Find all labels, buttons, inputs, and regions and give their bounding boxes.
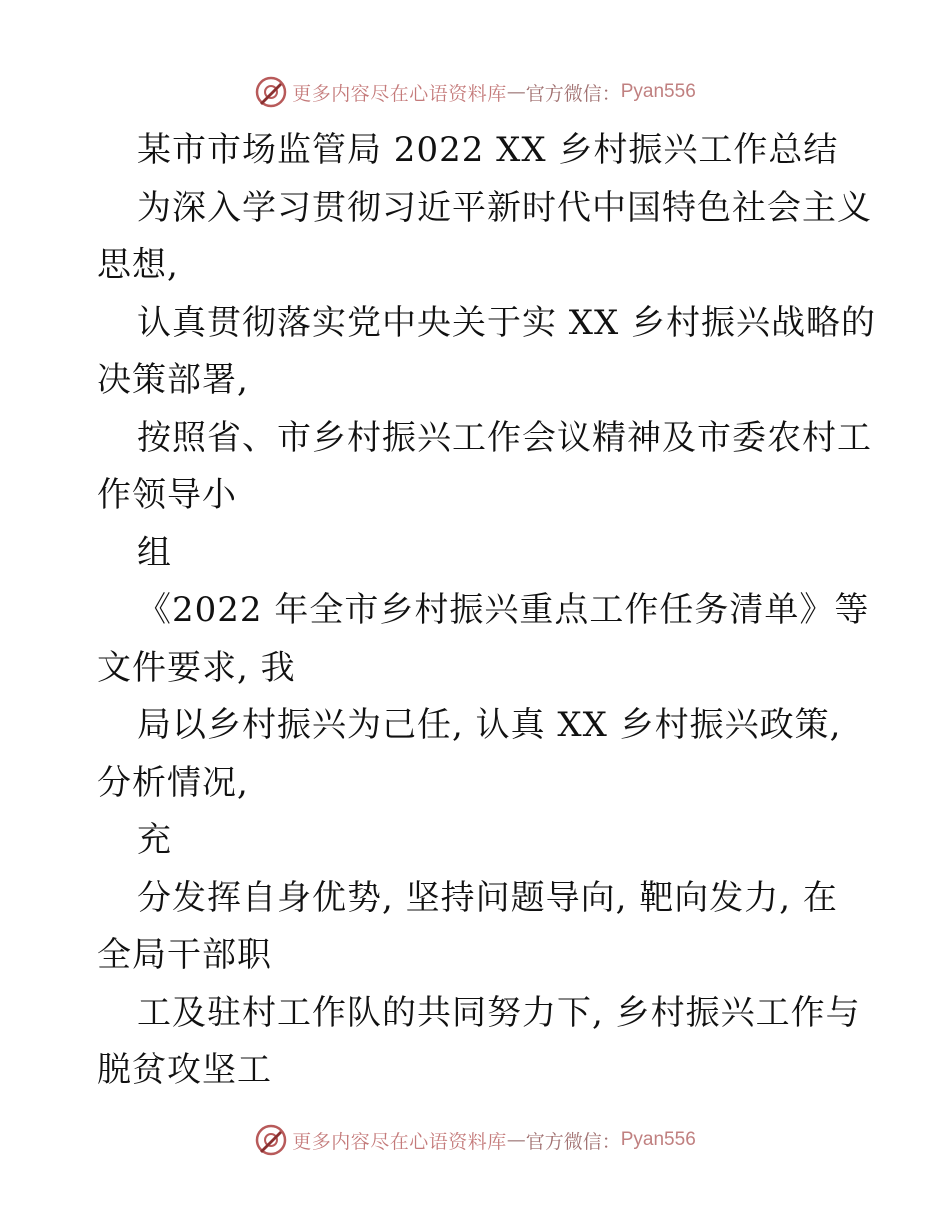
document-body bbox=[97, 122, 877, 1100]
document-title: 某市市场监管局 2022 XX 乡村振兴工作总结 bbox=[137, 130, 839, 170]
text-line: 全局干部职 bbox=[97, 935, 272, 975]
watermark-site: 更多内容尽在心语资料库 bbox=[292, 1130, 507, 1153]
watermark-wechat-id: Pyan556 bbox=[620, 1129, 696, 1150]
text-line: 决策部署, bbox=[97, 360, 249, 400]
text-line: 局以乡村振兴为己任, 认真 XX 乡村振兴政策, bbox=[137, 705, 842, 745]
text-line: 思想, bbox=[97, 245, 179, 285]
watermark-wechat-label: 官方微信： bbox=[525, 82, 621, 105]
watermark-footer bbox=[0, 1120, 950, 1160]
text-line: 分析情况, bbox=[97, 762, 249, 803]
pen-logo-icon bbox=[254, 1123, 288, 1157]
pen-logo-icon bbox=[254, 75, 288, 109]
watermark-header bbox=[0, 72, 950, 112]
text-line: 认真贯彻落实党中央关于实 XX 乡村振兴战略的 bbox=[137, 302, 877, 343]
watermark-site: 更多内容尽在心语资料库 bbox=[292, 82, 507, 105]
text-line: 作领导小 bbox=[97, 475, 237, 515]
text-line: 分发挥自身优势, 坚持问题导向, 靶向发力, 在 bbox=[137, 877, 838, 918]
watermark-wechat-label: 官方微信： bbox=[525, 1130, 621, 1153]
text-line: 充 bbox=[137, 820, 172, 860]
text-line: 文件要求, 我 bbox=[97, 647, 296, 688]
text-line: 脱贫攻坚工 bbox=[97, 1050, 272, 1090]
watermark-dash: — bbox=[506, 81, 526, 103]
text-line: 工及驻村工作队的共同努力下, 乡村振兴工作与 bbox=[137, 992, 861, 1033]
text-line: 为深入学习贯彻习近平新时代中国特色社会主义 bbox=[137, 187, 872, 228]
text-line: 组 bbox=[137, 532, 172, 573]
watermark-wechat-id: Pyan556 bbox=[620, 81, 696, 102]
watermark-dash: — bbox=[506, 1129, 526, 1151]
text-line: 按照省、市乡村振兴工作会议精神及市委农村工 bbox=[137, 417, 872, 458]
text-line: 《2022 年全市乡村振兴重点工作任务清单》等 bbox=[137, 590, 870, 630]
